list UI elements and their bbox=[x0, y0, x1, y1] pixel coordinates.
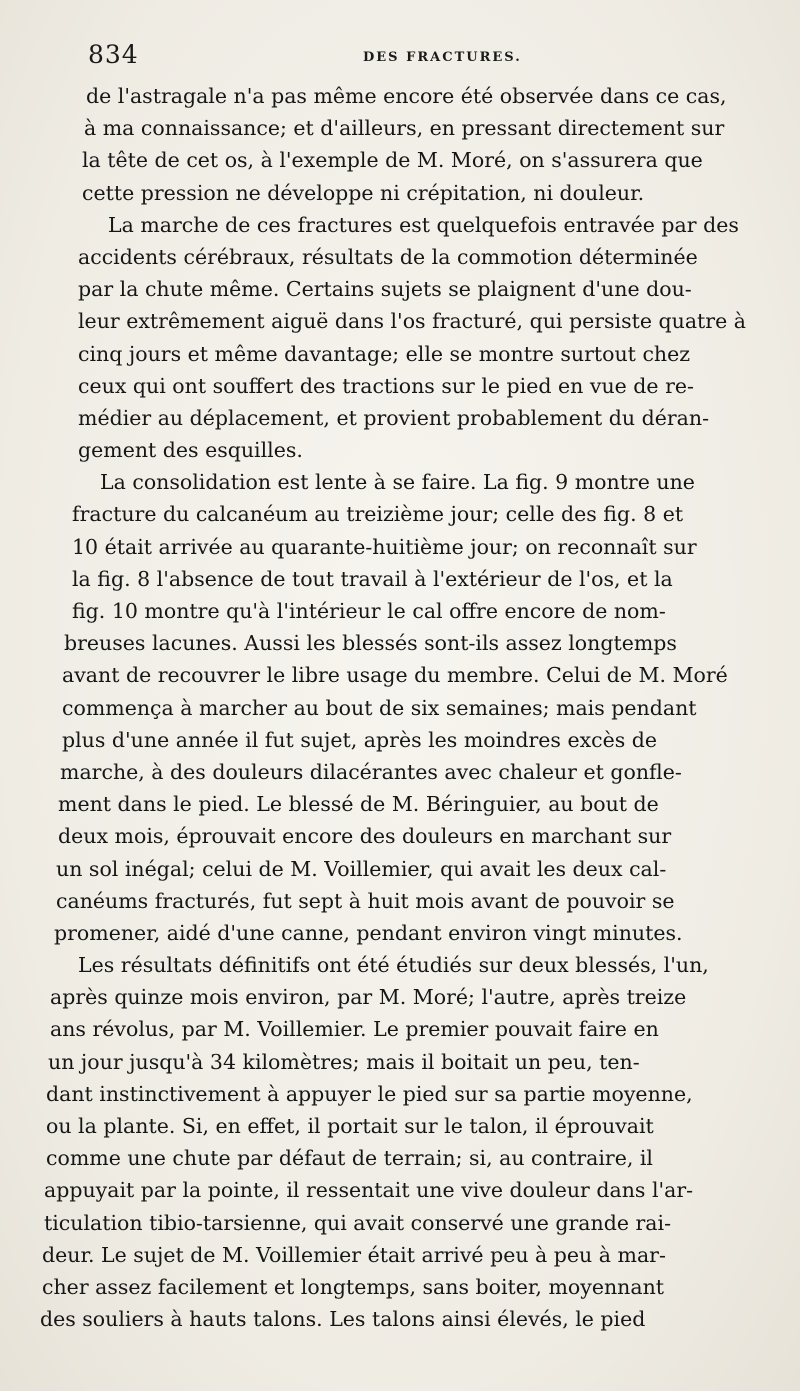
text-line: des souliers à hauts talons. Les talons ainsi élevés, le pied bbox=[40, 1307, 646, 1332]
text-line: leur extrêmement aiguë dans l'os fracturé, qui persiste quatre à bbox=[78, 309, 746, 334]
text-line: fig. 10 montre qu'à l'intérieur le cal offre encore de nom- bbox=[72, 599, 666, 623]
text-line: accidents cérébraux, résultats de la commotion déterminée bbox=[78, 244, 698, 269]
text-line: un jour jusqu'à 34 kilomètres; mais il boitait un peu, ten- bbox=[48, 1049, 640, 1074]
text-line: fracture du calcanéum au treizième jour; celle des fig. 8 et bbox=[72, 502, 684, 527]
paragraph-start-line: Les résultats définitifs ont été étudiés sur deux blessés, l'un, bbox=[78, 953, 709, 978]
text-line: appuyait par la pointe, il ressentait une vive douleur dans l'ar- bbox=[44, 1178, 694, 1203]
text-line: dant instinctivement à appuyer le pied sur sa partie moyenne, bbox=[46, 1081, 693, 1106]
text-line: ceux qui ont souffert des tractions sur le pied en vue de re- bbox=[78, 373, 694, 398]
text-line: après quinze mois environ, par M. Moré; l'autre, après treize bbox=[50, 985, 687, 1010]
paragraph-start-line: La marche de ces fractures est quelquefois entravée par des bbox=[108, 212, 739, 237]
text-line: avant de recouvrer le libre usage du membre. Celui de M. Moré bbox=[62, 663, 728, 688]
body-text bbox=[40, 80, 768, 1335]
page-header bbox=[88, 40, 778, 74]
text-line: promener, aidé d'une canne, pendant environ vingt minutes. bbox=[54, 920, 683, 945]
text-line: cher assez facilement et longtemps, sans boiter, moyennant bbox=[42, 1274, 665, 1299]
text-line: la fig. 8 l'absence de tout travail à l'extérieur de l'os, et la bbox=[72, 566, 673, 591]
text-line: comme une chute par défaut de terrain; si, au contraire, il bbox=[46, 1146, 653, 1171]
text-line: par la chute même. Certains sujets se plaignent d'une dou- bbox=[78, 277, 692, 302]
text-line: commença à marcher au bout de six semaines; mais pendant bbox=[62, 695, 697, 720]
text-line: marche, à des douleurs dilacérantes avec chaleur et gonfle- bbox=[60, 759, 682, 784]
paragraph-start-line: La consolidation est lente à se faire. La fig. 9 montre une bbox=[100, 470, 695, 495]
text-line: cinq jours et même davantage; elle se montre surtout chez bbox=[78, 341, 691, 366]
text-line: la tête de cet os, à l'exemple de M. Moré, on s'assurera que bbox=[82, 148, 703, 173]
text-line: deux mois, éprouvait encore des douleurs en marchant sur bbox=[58, 824, 672, 849]
text-line: de l'astragale n'a pas même encore été observée dans ce cas, bbox=[86, 84, 727, 108]
page-number: 834 bbox=[88, 40, 139, 69]
text-line: un sol inégal; celui de M. Voillemier, qui avait les deux cal- bbox=[56, 856, 667, 881]
text-line: 10 était arrivée au quarante-huitième jour; on reconnaît sur bbox=[72, 534, 697, 559]
text-line: ticulation tibio-tarsienne, qui avait conservé une grande rai- bbox=[44, 1210, 672, 1235]
running-title: DES FRACTURES. bbox=[363, 50, 522, 65]
text-line: ans révolus, par M. Voillemier. Le premier pouvait faire en bbox=[50, 1017, 659, 1042]
text-line: à ma connaissance; et d'ailleurs, en pressant directement sur bbox=[84, 116, 725, 141]
text-line: canéums fracturés, fut sept à huit mois avant de pouvoir se bbox=[56, 888, 675, 913]
text-line: gement des esquilles. bbox=[78, 438, 303, 463]
text-line: plus d'une année il fut sujet, après les moindres excès de bbox=[62, 727, 658, 752]
text-line: ment dans le pied. Le blessé de M. Béringuier, au bout de bbox=[58, 792, 659, 817]
text-line: cette pression ne développe ni crépitation, ni douleur. bbox=[82, 180, 645, 205]
text-line: breuses lacunes. Aussi les blessés sont-ils assez longtemps bbox=[64, 631, 677, 656]
text-line: deur. Le sujet de M. Voillemier était arrivé peu à peu à mar- bbox=[42, 1242, 666, 1267]
text-line: ou la plante. Si, en effet, il portait sur le talon, il éprouvait bbox=[46, 1114, 654, 1138]
text-line: médier au déplacement, et provient probablement du déran- bbox=[78, 405, 710, 430]
